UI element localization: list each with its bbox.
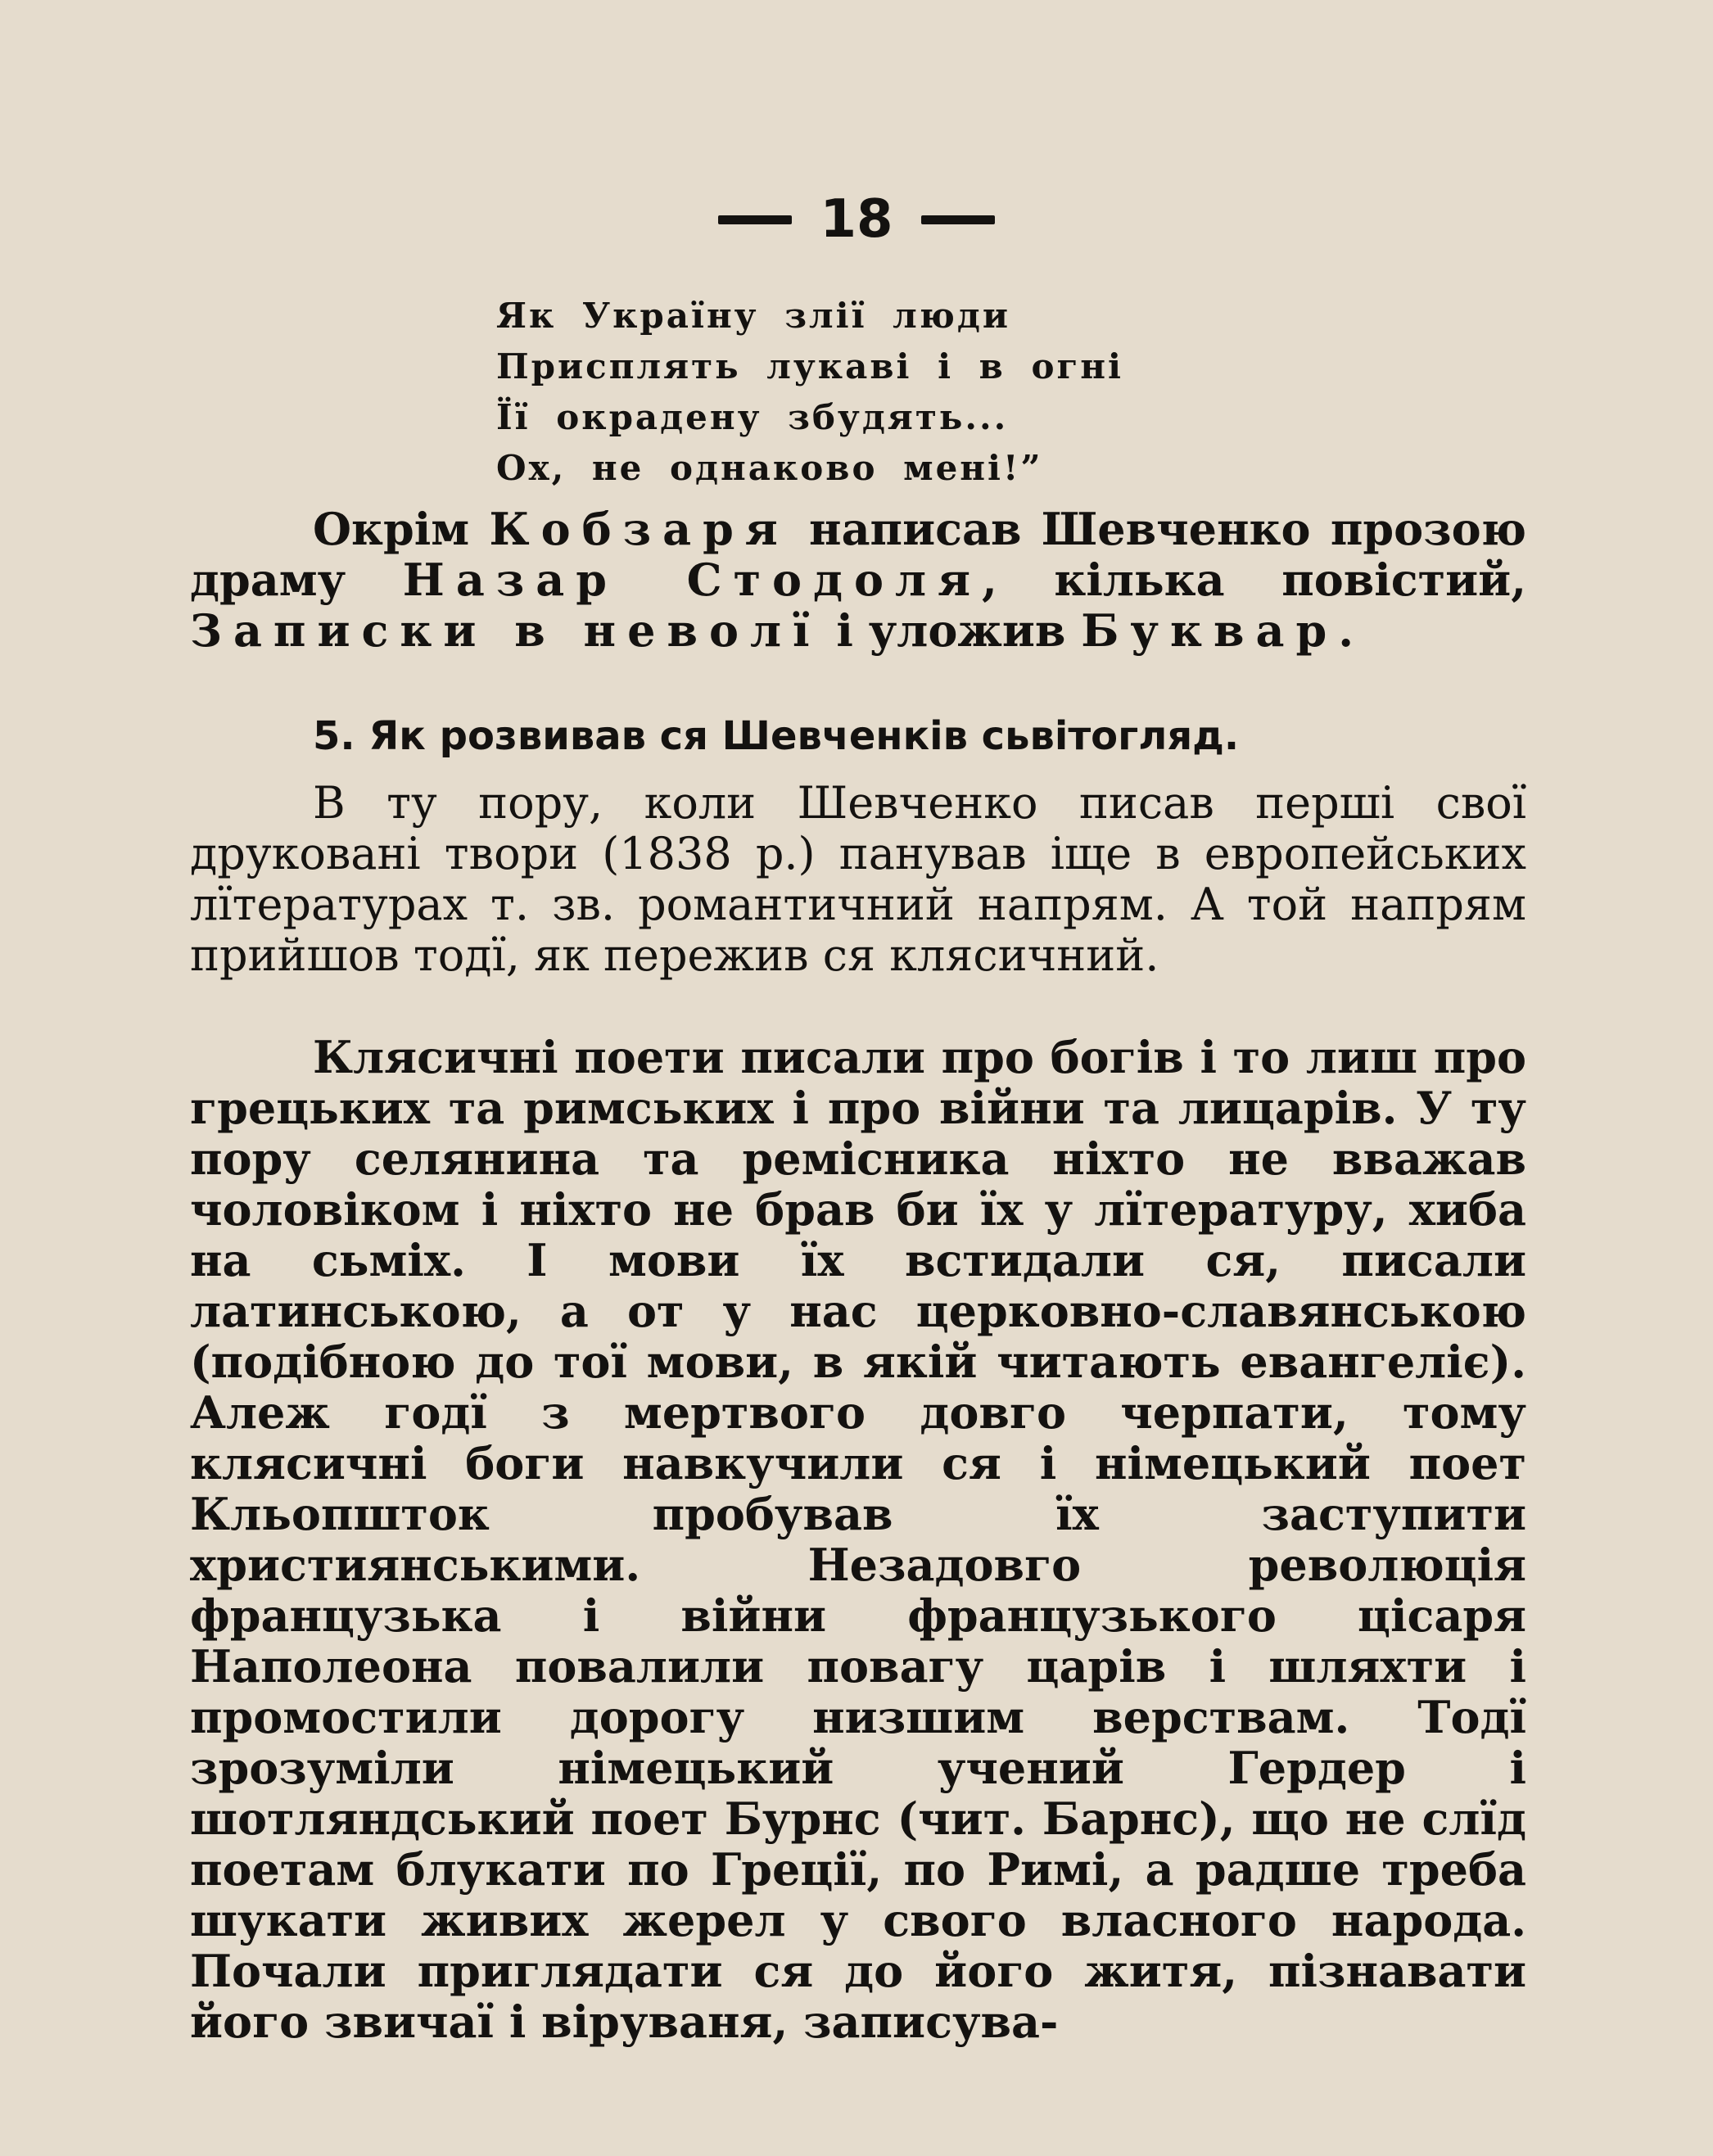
page-number-group (718, 187, 994, 252)
bukvar-title: Буквар (1081, 604, 1339, 657)
verse-line: Ох, не однаково мені!” (496, 448, 1043, 488)
zapysky-title: Записки в неволї (190, 604, 821, 657)
paragraph (190, 1032, 1526, 2047)
intro-text: Окрім (313, 503, 490, 555)
page-header (0, 187, 1713, 252)
paragraph-text: Клясичні поети писали про богів і то лиш про грецьких та римських і про війни та лицарів. У ту пору селянина та ремісника ніхто не вважав чоловіком і ніхто не брав би їх у лїтературу, хиба на сьміх. І мови їх встидали ся, писали латинською, а от у нас церковно-славянською (подібною до тої мови, в якій читають евангеліє). Алеж годї з мертвого довго черпати, тому клясичні боги навкучили ся і німецький поет Кльопшток пробував їх заступити християнськими. Незадовго революція французька і війни французького цісаря Наполеона повалили повагу царів і шляхти і промостили дорогу низшим верствам. Тодї зрозуміли німецький учений Гердер і шотляндський поет Бурнс (чит. Барнс), що не слїд поетам блукати по Греції, по Римі, а радше треба шукати живих жерел у свого власного народа. Почали приглядати ся до його житя, пізнавати його звичаї і віруваня, записува- (190, 1031, 1526, 2048)
intro-paragraph-text (190, 504, 1526, 656)
intro-text: написав Шевченко прозою драму (190, 503, 1526, 606)
paragraph-text: В ту пору, коли Шевченко писав перші свої друковані твори (1838 р.) панував іще в европейських лїтературах т. зв. романтичний напрям. А той напрям прийшов тодї, як пережив ся клясичний. (190, 777, 1526, 981)
nazar-stodolia-title: Назар Стодоля (402, 554, 983, 606)
verse-line: Її окрадену збудять... (496, 397, 1009, 437)
page-number: 18 (820, 189, 893, 250)
intro-text: і уложив (820, 604, 1082, 657)
right-dash (921, 215, 995, 224)
left-dash (718, 215, 792, 224)
intro-text: , кілька повістий, (982, 554, 1527, 606)
verse-line: Як Україну злії люди (496, 296, 1010, 336)
intro-text: . (1338, 604, 1354, 657)
kobzar-title: Кобзаря (489, 503, 789, 555)
verse-block (496, 291, 1168, 494)
verse-line: Присплять лукаві і в огні (496, 346, 1123, 386)
intro-paragraph (190, 504, 1526, 656)
section-heading: 5. Як розвивав ся Шевченків сьвітогляд. (313, 713, 1240, 759)
paragraph (190, 778, 1526, 981)
